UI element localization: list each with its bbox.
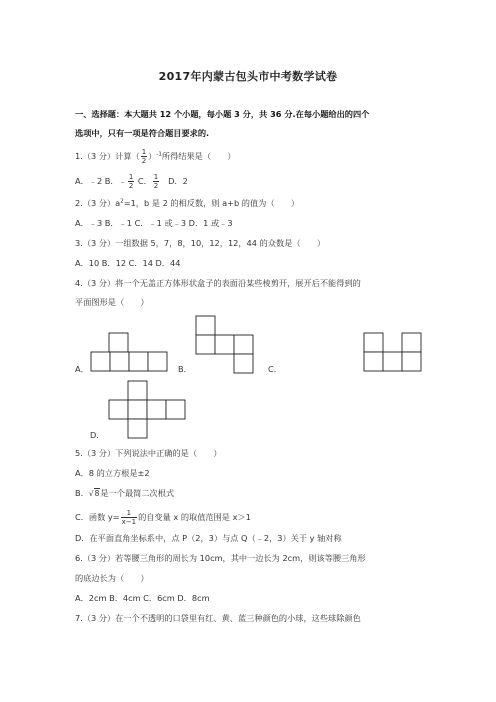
cube-net-d	[108, 380, 188, 440]
q4-option-c-label: C．	[268, 364, 282, 374]
section-heading-line2: 选项中，只有一项是符合题目要求的.	[75, 128, 210, 138]
net-square	[234, 335, 253, 354]
cube-net-b	[195, 315, 255, 375]
q1-option-c-label: C．	[137, 176, 152, 186]
question-1-options: A．﹣2 B．﹣ $\frac{1}{2}$ C． $\frac{1}{2}$ D．2	[75, 173, 188, 190]
net-square	[196, 316, 215, 335]
question-6-line1: 6.（3 分）若等腰三角形的周长为 10cm，其中一边长为 2cm，则该等腰三角形	[75, 553, 366, 563]
q5-option-c: C．函数 y= $\frac{1}{x-1}$ 的自变量 x 的取值范围是 x＞1	[75, 509, 251, 526]
net-square	[383, 352, 402, 371]
question-2: 2.（3 分）$a^2=1$，b 是 2 的相反数，则 a+b 的值为（ ）	[75, 198, 300, 208]
net-square	[215, 335, 234, 354]
question-1: 1.（3 分）计算（ $\frac{1}{2}$ ）$^{-1}$所得结果是（ ）	[75, 148, 236, 165]
question-5: 5.（3 分）下列说法中正确的是（ ）	[75, 448, 222, 458]
cube-net-a	[90, 332, 170, 372]
q5-option-b: B．√8是一个最简二次根式	[75, 488, 175, 498]
net-square	[364, 352, 383, 371]
net-square	[402, 352, 421, 371]
q5-option-d: D．在平面直角坐标系中，点 P（2，3）与点 Q（﹣2，3）关于 y 轴对称	[75, 533, 342, 543]
question-7-line1: 7.（3 分）在一个不透明的口袋里有红、黄、蓝三种颜色的小球，这些球除颜色	[75, 613, 361, 623]
q1-option-b-label: B．	[104, 176, 119, 186]
net-square	[109, 400, 128, 419]
net-square	[128, 419, 147, 438]
question-4-line1: 4.（3 分）将一个无盖正方体形状盒子的表面沿某些棱剪开，展开后不能得到的	[75, 278, 361, 288]
sqrt-symbol: √8	[88, 489, 100, 498]
page-title: 2017年内蒙古包头市中考数学试卷	[158, 70, 338, 83]
q5-option-a: A．8 的立方根是±2	[75, 468, 150, 478]
question-6-line2: 的底边长为（ ）	[75, 573, 149, 583]
q1-option-c-fraction: $\frac{1}{2}$	[153, 173, 159, 190]
q1-option-b-fraction: $\frac{1}{2}$	[128, 173, 134, 190]
net-square	[129, 352, 148, 371]
net-square	[128, 381, 147, 400]
q1-fraction: $\frac{1}{2}$	[141, 148, 147, 165]
q1-suffix: 所得结果是（ ）	[161, 151, 236, 161]
q1-prefix: 1.（3 分）计算（	[75, 151, 140, 161]
net-square	[364, 333, 383, 352]
net-square	[166, 400, 185, 419]
q5-option-c-fraction: $\frac{1}{x-1}$	[121, 509, 137, 526]
net-square	[402, 333, 421, 352]
net-square	[147, 400, 166, 419]
question-4-line2: 平面图形是（ ）	[75, 297, 149, 307]
q4-option-b-label: B．	[178, 364, 192, 374]
q1-option-a: A．﹣2	[75, 176, 103, 186]
net-square	[234, 354, 253, 373]
q4-option-d-label: D．	[90, 430, 105, 440]
question-6-options: A．2cm B．4cm C．6cm D．8cm	[75, 593, 210, 603]
q4-option-a-label: A．	[75, 364, 89, 374]
cube-net-c	[363, 332, 423, 372]
q1-option-d: D．2	[168, 176, 188, 186]
section-heading-line1: 一、选择题：本大题共 12 个小题，每小题 3 分，共 36 分.在每小题给出的四个	[75, 109, 370, 119]
q1-exponent: -1	[156, 151, 162, 158]
net-square	[109, 333, 128, 352]
net-square	[110, 352, 129, 371]
net-square	[128, 400, 147, 419]
net-square	[91, 352, 110, 371]
question-3-options: A．10 B．12 C．14 D．44	[75, 258, 181, 268]
net-square	[196, 335, 215, 354]
question-2-options: A．﹣3 B．﹣1 C．﹣1 或﹣3 D．1 或﹣3	[75, 218, 233, 228]
question-3: 3.（3 分）一组数据 5，7，8，10，12，12，44 的众数是（ ）	[75, 238, 326, 248]
net-square	[148, 352, 167, 371]
